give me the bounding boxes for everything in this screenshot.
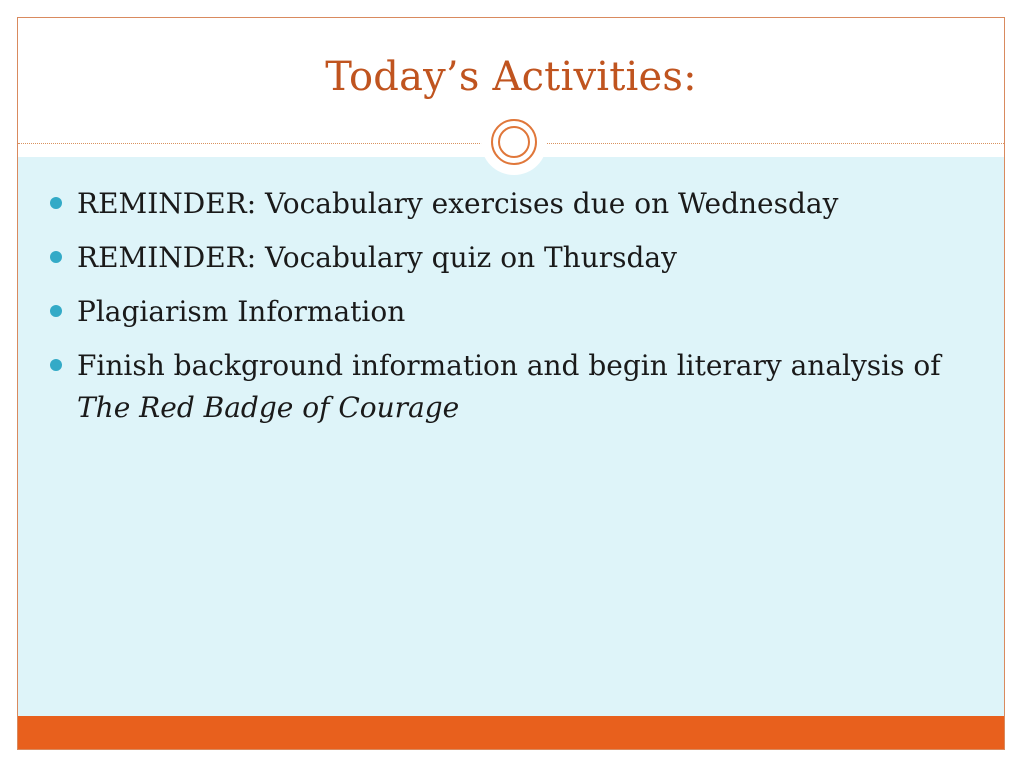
bullet-dot-icon [50, 251, 62, 263]
list-item [46, 183, 956, 225]
inner-ring [498, 126, 530, 158]
bullet-text: Plagiarism Information [77, 295, 406, 328]
bullet-dot-icon [50, 359, 62, 371]
list-item [46, 291, 956, 333]
outer-ring [491, 119, 537, 165]
bullet-text: REMINDER: Vocabulary quiz on Thursday [77, 241, 677, 274]
bullet-text: REMINDER: Vocabulary exercises due on Wednesday [77, 187, 839, 220]
list-item [46, 345, 956, 429]
double-ring-icon [481, 109, 547, 175]
bullet-dot-icon [50, 305, 62, 317]
list-item [46, 237, 956, 279]
bullet-list [46, 183, 956, 441]
book-title: The Red Badge of Courage [77, 391, 460, 424]
slide [17, 17, 1005, 750]
bullet-dot-icon [50, 197, 62, 209]
slide-title: Today’s Activities: [325, 54, 697, 100]
bullet-text: Finish background information and begin literary analysis of [77, 349, 941, 382]
footer-bar [18, 716, 1004, 750]
